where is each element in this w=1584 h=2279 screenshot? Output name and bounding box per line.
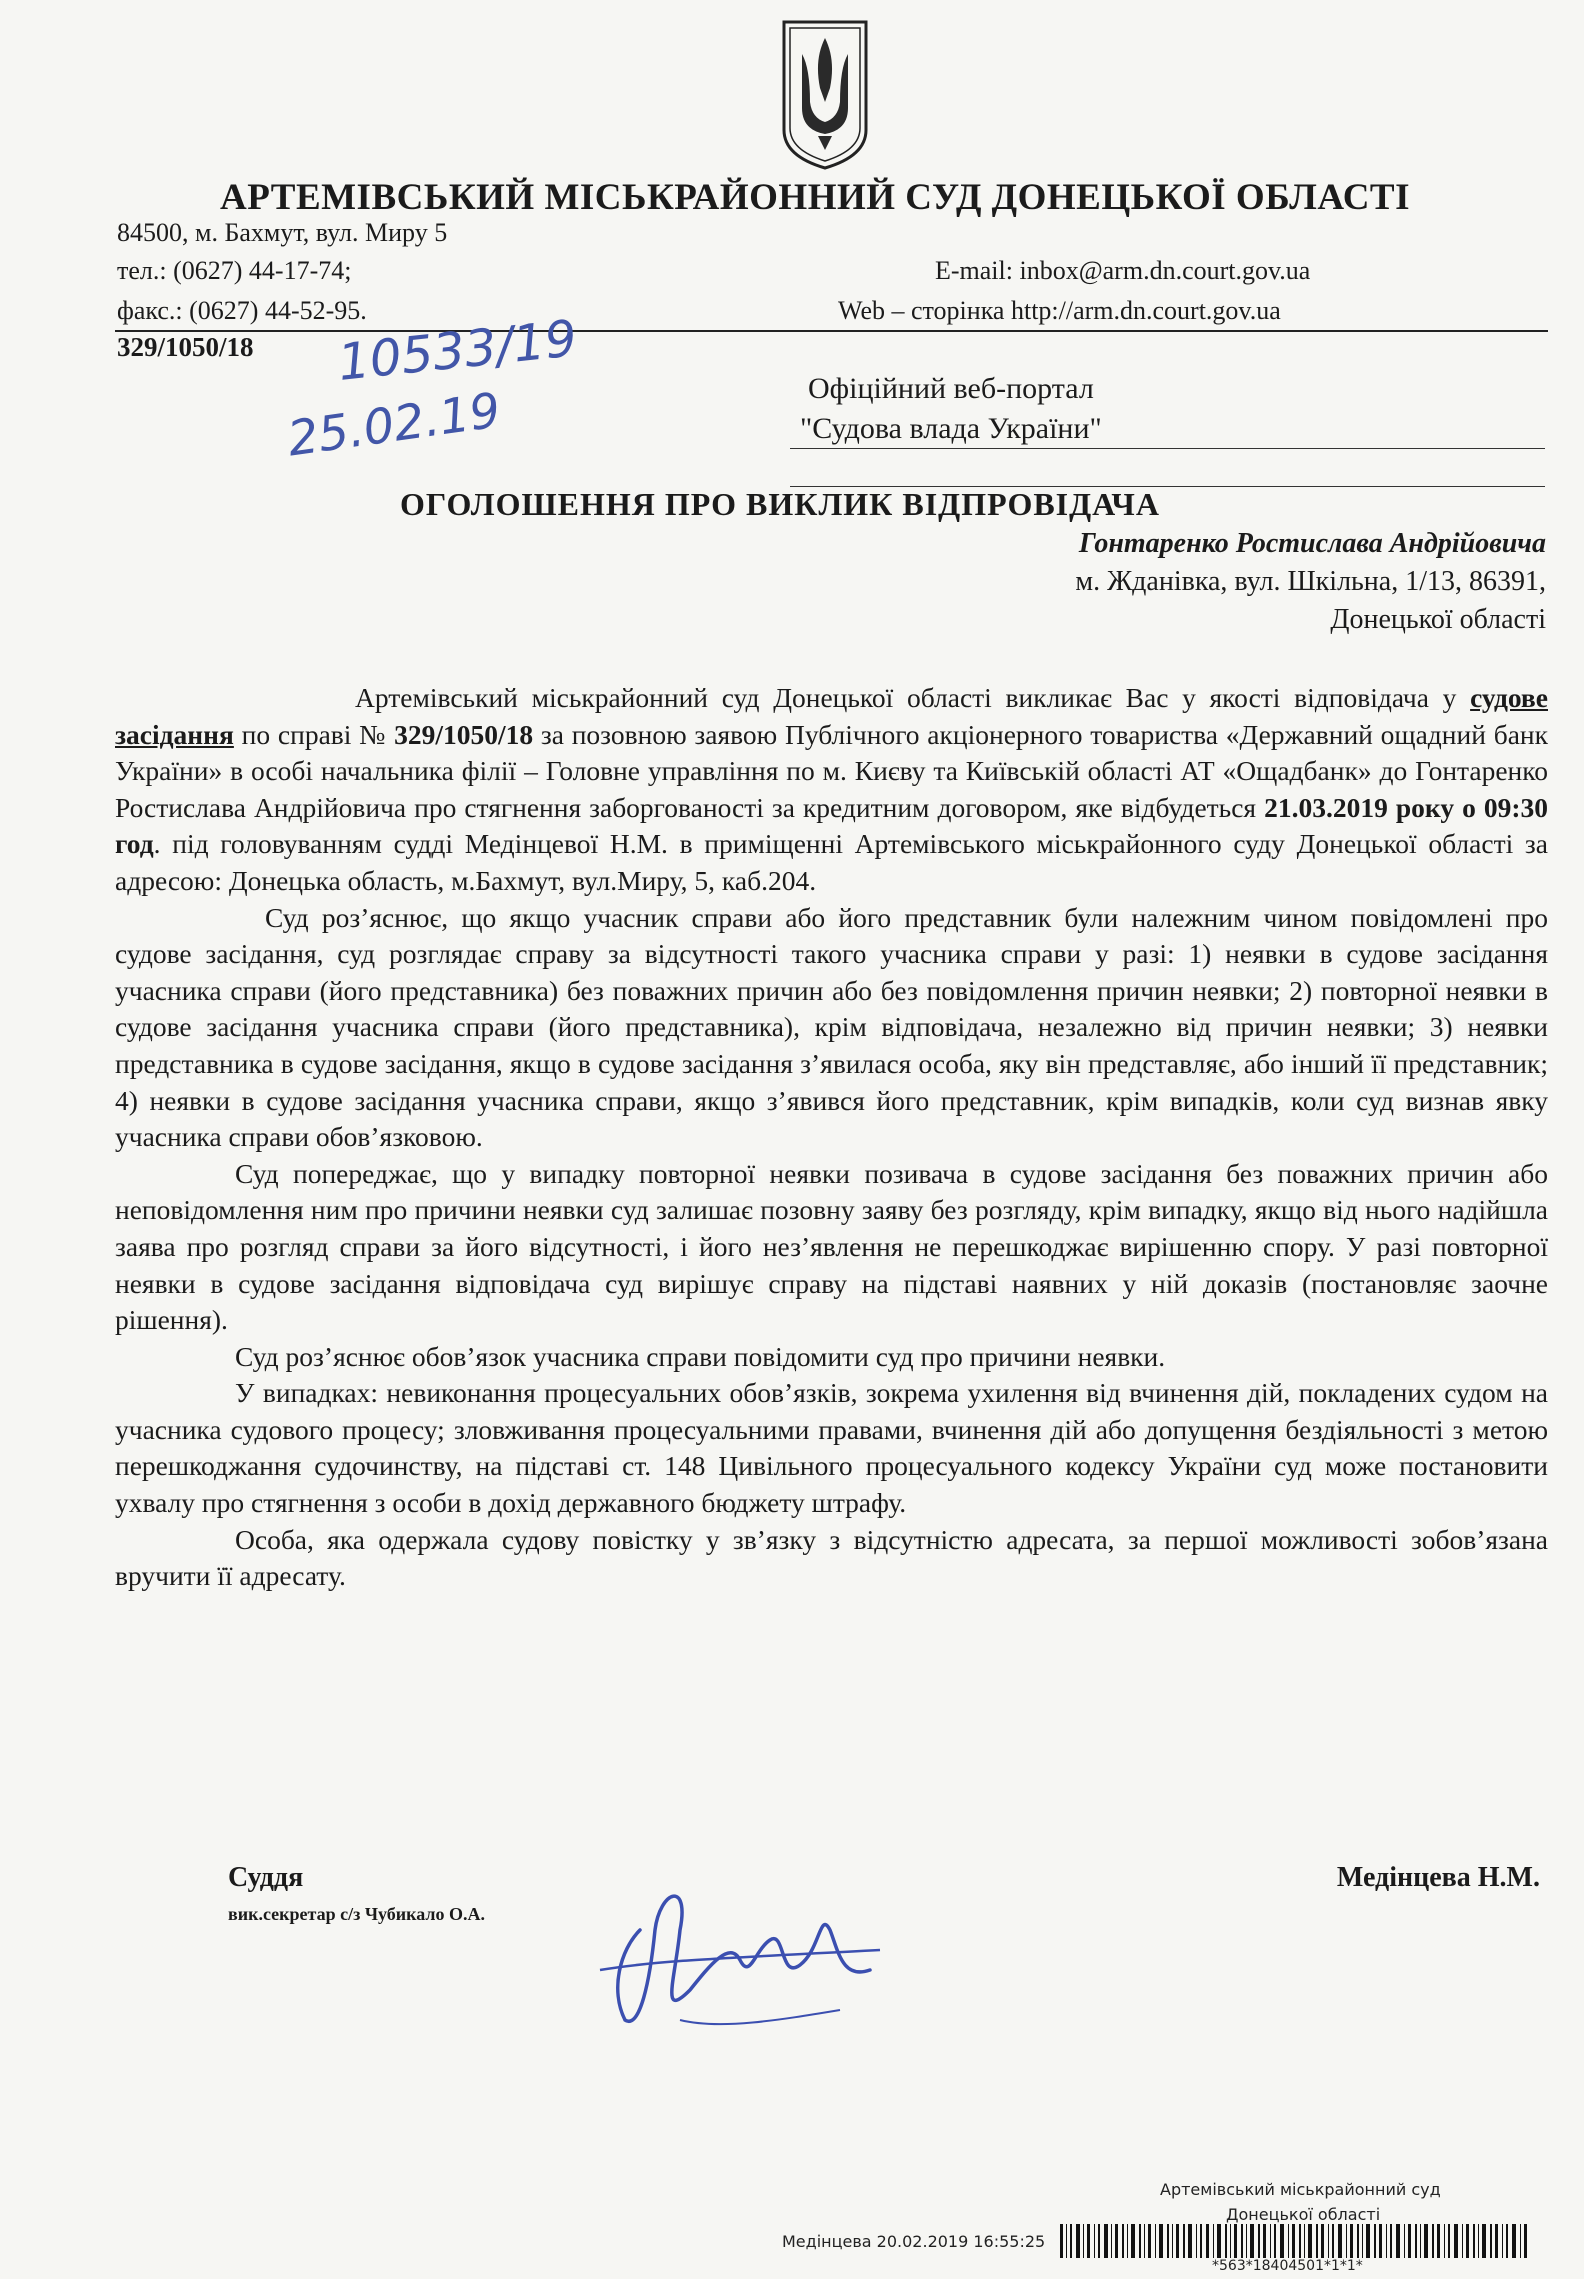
notice-body	[115, 680, 1548, 1595]
p1-hearing-datetime: 21.03.2019 року о 09:30 год	[115, 791, 1548, 860]
portal-underline-1	[790, 448, 1545, 449]
p1-text-d: . під головуванням судді Медінцевої Н.М. в приміщенні Артемівського міськрайонного суду Донецької області за адресою: Донецька область, м.Бахмут, вул.Миру, 5, каб.204.	[115, 828, 1548, 896]
court-phone: тел.: (0627) 44-17-74;	[117, 256, 352, 285]
stamp-region: Донецької області	[1226, 2205, 1381, 2224]
case-number: 329/1050/18	[117, 332, 254, 362]
defendant-address-2: Донецької області	[1330, 604, 1546, 635]
secretary-name: вик.секретар с/з Чубикало О.А.	[228, 1904, 486, 1924]
stamp-court-name: Артемівський міськрайонний суд	[1160, 2180, 1441, 2199]
paragraph-warning: Суд попереджає, що у випадку повторної неявки позивача в судове засідання без поважних причин або неповідомлення ним про причини неявки суд залишає позовну заяву без розгляду, крім випадку, якщо від нього надійшла заява про розгляд справи за його відсутності, і його нез’явлення не перешкоджає вирішенню спору. У разі повторної неявки в судове засідання відповідача суд вирішує справу на підставі наявних у ній доказів (постановляє заочне рішення).	[115, 1157, 1548, 1336]
judge-name: Медінцева Н.М.	[1336, 1862, 1540, 1893]
notice-heading: ОГОЛОШЕННЯ ПРО ВИКЛИК ВІДПРОВІДАЧА	[400, 486, 1160, 522]
p1-text-c: за позовною заявою Публічного акціонерного товариства «Державний ощадний банк України» в особі начальника філії – Головне управління по м. Києву та Київській області АТ «Ощадбанк» до Гонтаренко Ростислава Андрійовича про стягнення заборгованості за кредитним договором, яке відбудеться	[115, 718, 1548, 823]
court-fax: факс.: (0627) 44-52-95.	[117, 296, 367, 325]
stamp-signed: Медінцева 20.02.2019 16:55:25	[782, 2232, 1046, 2251]
p1-hearing: судове засідання	[115, 682, 1548, 750]
paragraph-summons	[115, 680, 1548, 900]
handwritten-signature	[580, 1870, 900, 2040]
court-website: Web – сторінка http://arm.dn.court.gov.ua	[838, 296, 1281, 325]
court-address: 84500, м. Бахмут, вул. Миру 5	[117, 218, 448, 247]
barcode-icon	[1060, 2224, 1530, 2258]
barcode-text: *563*18404501*1*1*	[1212, 2258, 1363, 2274]
court-email: E-mail: inbox@arm.dn.court.gov.ua	[935, 256, 1311, 285]
court-title: АРТЕМІВСЬКИЙ МІСЬКРАЙОННИЙ СУД ДОНЕЦЬКОЇ ОБЛАСТІ	[220, 177, 1410, 218]
paragraph-duty: Суд роз’яснює обов’язок учасника справи повідомити суд про причини неявки.	[235, 1340, 1166, 1372]
p1-text-a: Артемівський міськрайонний суд Донецької області викликає Вас у якості відповідача у	[355, 682, 1471, 713]
svg-text:10533/19: 10533/19	[335, 309, 580, 392]
portal-line-2: "Судова влада України"	[800, 412, 1102, 445]
handwritten-registration-mark	[284, 309, 590, 468]
coat-of-arms-icon	[778, 18, 872, 170]
portal-line-1: Офіційний веб-портал	[808, 372, 1094, 405]
paragraph-delivery: Особа, яка одержала судову повістку у зв’язку з відсутністю адресата, за першої можливості зобов’язана вручити її адресату.	[115, 1523, 1548, 1592]
signature-role: Суддя	[228, 1862, 304, 1893]
svg-text:25.02.19: 25.02.19	[284, 382, 504, 468]
p1-case-number: 329/1050/18	[394, 718, 534, 750]
defendant-name: Гонтаренко Ростислава Андрійовича	[1078, 528, 1546, 559]
p1-text-b: по справі №	[233, 718, 395, 750]
paragraph-absence-rules: Суд роз’яснює, що якщо учасник справи або його представник були належним чином повідомлені про судове засідання, суд розглядає справу за відсутності такого учасника справи у разі: 1) неявки в судове засідання учасника справи (його представника) без поважних причин або без повідомлення причин неявки; 2) повторної неявки в судове засідання учасника справи (його представника), крім відповідача, незалежно від причин неявки; 3) неявки представника в судове засідання, якщо в судове засідання з’явилася особа, яку він представляє, або інший її представник; 4) неявки в судове засідання учасника справи, якщо з’явився його представник, крім випадків, коли суд визнав явку учасника справи обов’язковою.	[115, 901, 1548, 1153]
defendant-address-1: м. Жданівка, вул. Шкільна, 1/13, 86391,	[1075, 566, 1546, 597]
paragraph-penalty: У випадках: невиконання процесуальних обов’язків, зокрема ухилення від вчинення дій, покладених судом на учасника судового процесу; зловживання процесуальними правами, вчинення дій або допущення бездіяльності з метою перешкоджання судочинству, на підставі ст. 148 Цивільного процесуального кодексу України суд може постановити ухвалу про стягнення з особи в дохід державного бюджету штрафу.	[115, 1377, 1548, 1519]
